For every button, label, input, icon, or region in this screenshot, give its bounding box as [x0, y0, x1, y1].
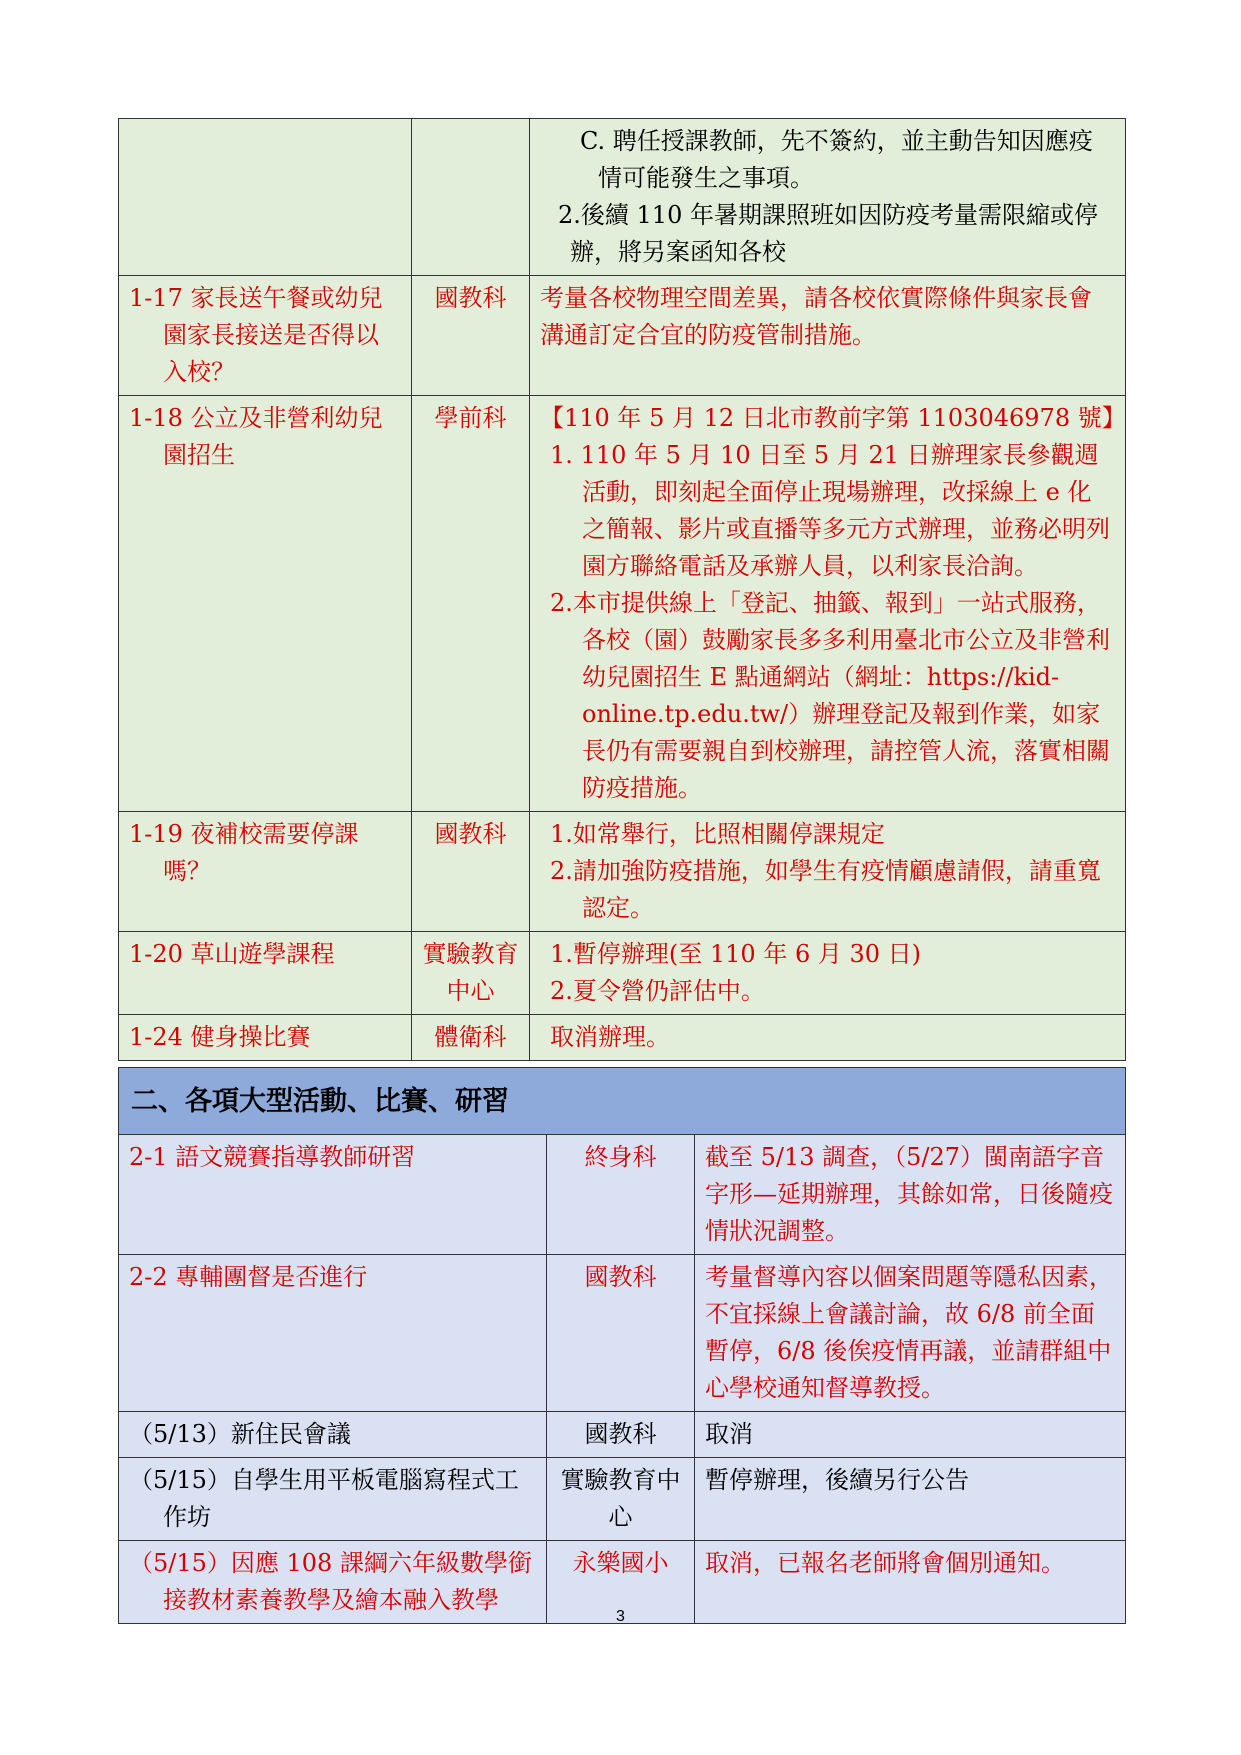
- content-line: 【110 年 5 月 12 日北市教前字第 1103046978 號】: [540, 404, 1126, 432]
- table-row: [119, 396, 1126, 812]
- dept-cell: 實驗教育中心: [412, 932, 530, 1015]
- content-line: 2.請加強防疫措施，如學生有疫情顧慮請假，請重寬認定。: [550, 857, 1101, 922]
- section-header-row: [119, 1068, 1126, 1135]
- content-cell: 暫停辦理，後續另行公告: [695, 1458, 1126, 1541]
- item-cell: 1-19 夜補校需要停課嗎？: [119, 812, 412, 932]
- content-cell: 取消，已報名老師將會個別通知。: [695, 1541, 1126, 1624]
- content-cell: 取消: [695, 1412, 1126, 1458]
- content-cell: 取消辦理。: [530, 1015, 1126, 1061]
- table-row: [119, 1412, 1126, 1458]
- table-section-1: [118, 118, 1126, 1061]
- item-cell: 1-18 公立及非營利幼兒園招生: [119, 396, 412, 812]
- content-cell: [530, 119, 1126, 276]
- dept-cell: 國教科: [547, 1255, 695, 1412]
- content-line: 2.夏令營仍評估中。: [550, 977, 765, 1005]
- page-number: 3: [616, 1608, 625, 1625]
- table-row: [119, 1135, 1126, 1255]
- dept-cell: [412, 119, 530, 276]
- table-row: [119, 932, 1126, 1015]
- item-cell: 1-24 健身操比賽: [119, 1015, 412, 1061]
- content-cell: [530, 812, 1126, 932]
- section-title: 二、各項大型活動、比賽、研習: [119, 1068, 1126, 1135]
- dept-cell: 實驗教育中心: [547, 1458, 695, 1541]
- content-cell: [530, 932, 1126, 1015]
- content-line: 2.後續 110 年暑期課照班如因防疫考量需限縮或停辦，將另案函知各校: [558, 201, 1098, 266]
- table-row: [119, 812, 1126, 932]
- item-cell: 2-1 語文競賽指導教師研習: [119, 1135, 547, 1255]
- content-line: 2.本市提供線上「登記、抽籤、報到」一站式服務，各校（園）鼓勵家長多多利用臺北市公立及非營利幼兒園招生 E 點通網站（網址：https://kid-online.tp.edu.tw/）辦理登記及報到作業，如家長仍有需要親自到校辦理，請控管人流，落實相關防疫措施。: [550, 589, 1110, 802]
- table-row: [119, 1255, 1126, 1412]
- item-cell: （5/13）新住民會議: [119, 1412, 547, 1458]
- content-cell: 考量督導內容以個案問題等隱私因素，不宜採線上會議討論，故 6/8 前全面暫停，6/8 後俟疫情再議，並請群組中心學校通知督導教授。: [695, 1255, 1126, 1412]
- dept-cell: 國教科: [547, 1412, 695, 1458]
- dept-cell: 國教科: [412, 276, 530, 396]
- dept-cell: 學前科: [412, 396, 530, 812]
- table-row: [119, 276, 1126, 396]
- dept-cell: 永樂國小: [547, 1541, 695, 1624]
- item-cell: [119, 119, 412, 276]
- dept-cell: 終身科: [547, 1135, 695, 1255]
- table-row: [119, 1015, 1126, 1061]
- dept-cell: 體衛科: [412, 1015, 530, 1061]
- table-row: [119, 1458, 1126, 1541]
- table-row: [119, 119, 1126, 276]
- content-line: 1.暫停辦理(至 110 年 6 月 30 日): [550, 940, 922, 968]
- item-cell: 1-17 家長送午餐或幼兒園家長接送是否得以入校？: [119, 276, 412, 396]
- content-cell: [530, 396, 1126, 812]
- content-line: 1. 110 年 5 月 10 日至 5 月 21 日辦理家長參觀週活動，即刻起全面停止現場辦理，改採線上 e 化之簡報、影片或直播等多元方式辦理，並務必明列園方聯絡電話及承辦人員，以利家長洽詢。: [550, 441, 1110, 580]
- content-cell: 考量各校物理空間差異，請各校依實際條件與家長會溝通訂定合宜的防疫管制措施。: [530, 276, 1126, 396]
- content-line: C. 聘任授課教師，先不簽約，並主動告知因應疫情可能發生之事項。: [580, 127, 1093, 192]
- item-cell: 2-2 專輔團督是否進行: [119, 1255, 547, 1412]
- table-section-2: [118, 1067, 1126, 1624]
- dept-cell: 國教科: [412, 812, 530, 932]
- item-cell: 1-20 草山遊學課程: [119, 932, 412, 1015]
- content-cell: 截至 5/13 調查，（5/27）閩南語字音字形—延期辦理，其餘如常，日後隨疫情狀況調整。: [695, 1135, 1126, 1255]
- item-cell: （5/15）因應 108 課綱六年級數學銜接教材素養教學及繪本融入教學: [119, 1541, 547, 1624]
- item-cell: （5/15）自學生用平板電腦寫程式工作坊: [119, 1458, 547, 1541]
- content-line: 1.如常舉行，比照相關停課規定: [550, 820, 885, 848]
